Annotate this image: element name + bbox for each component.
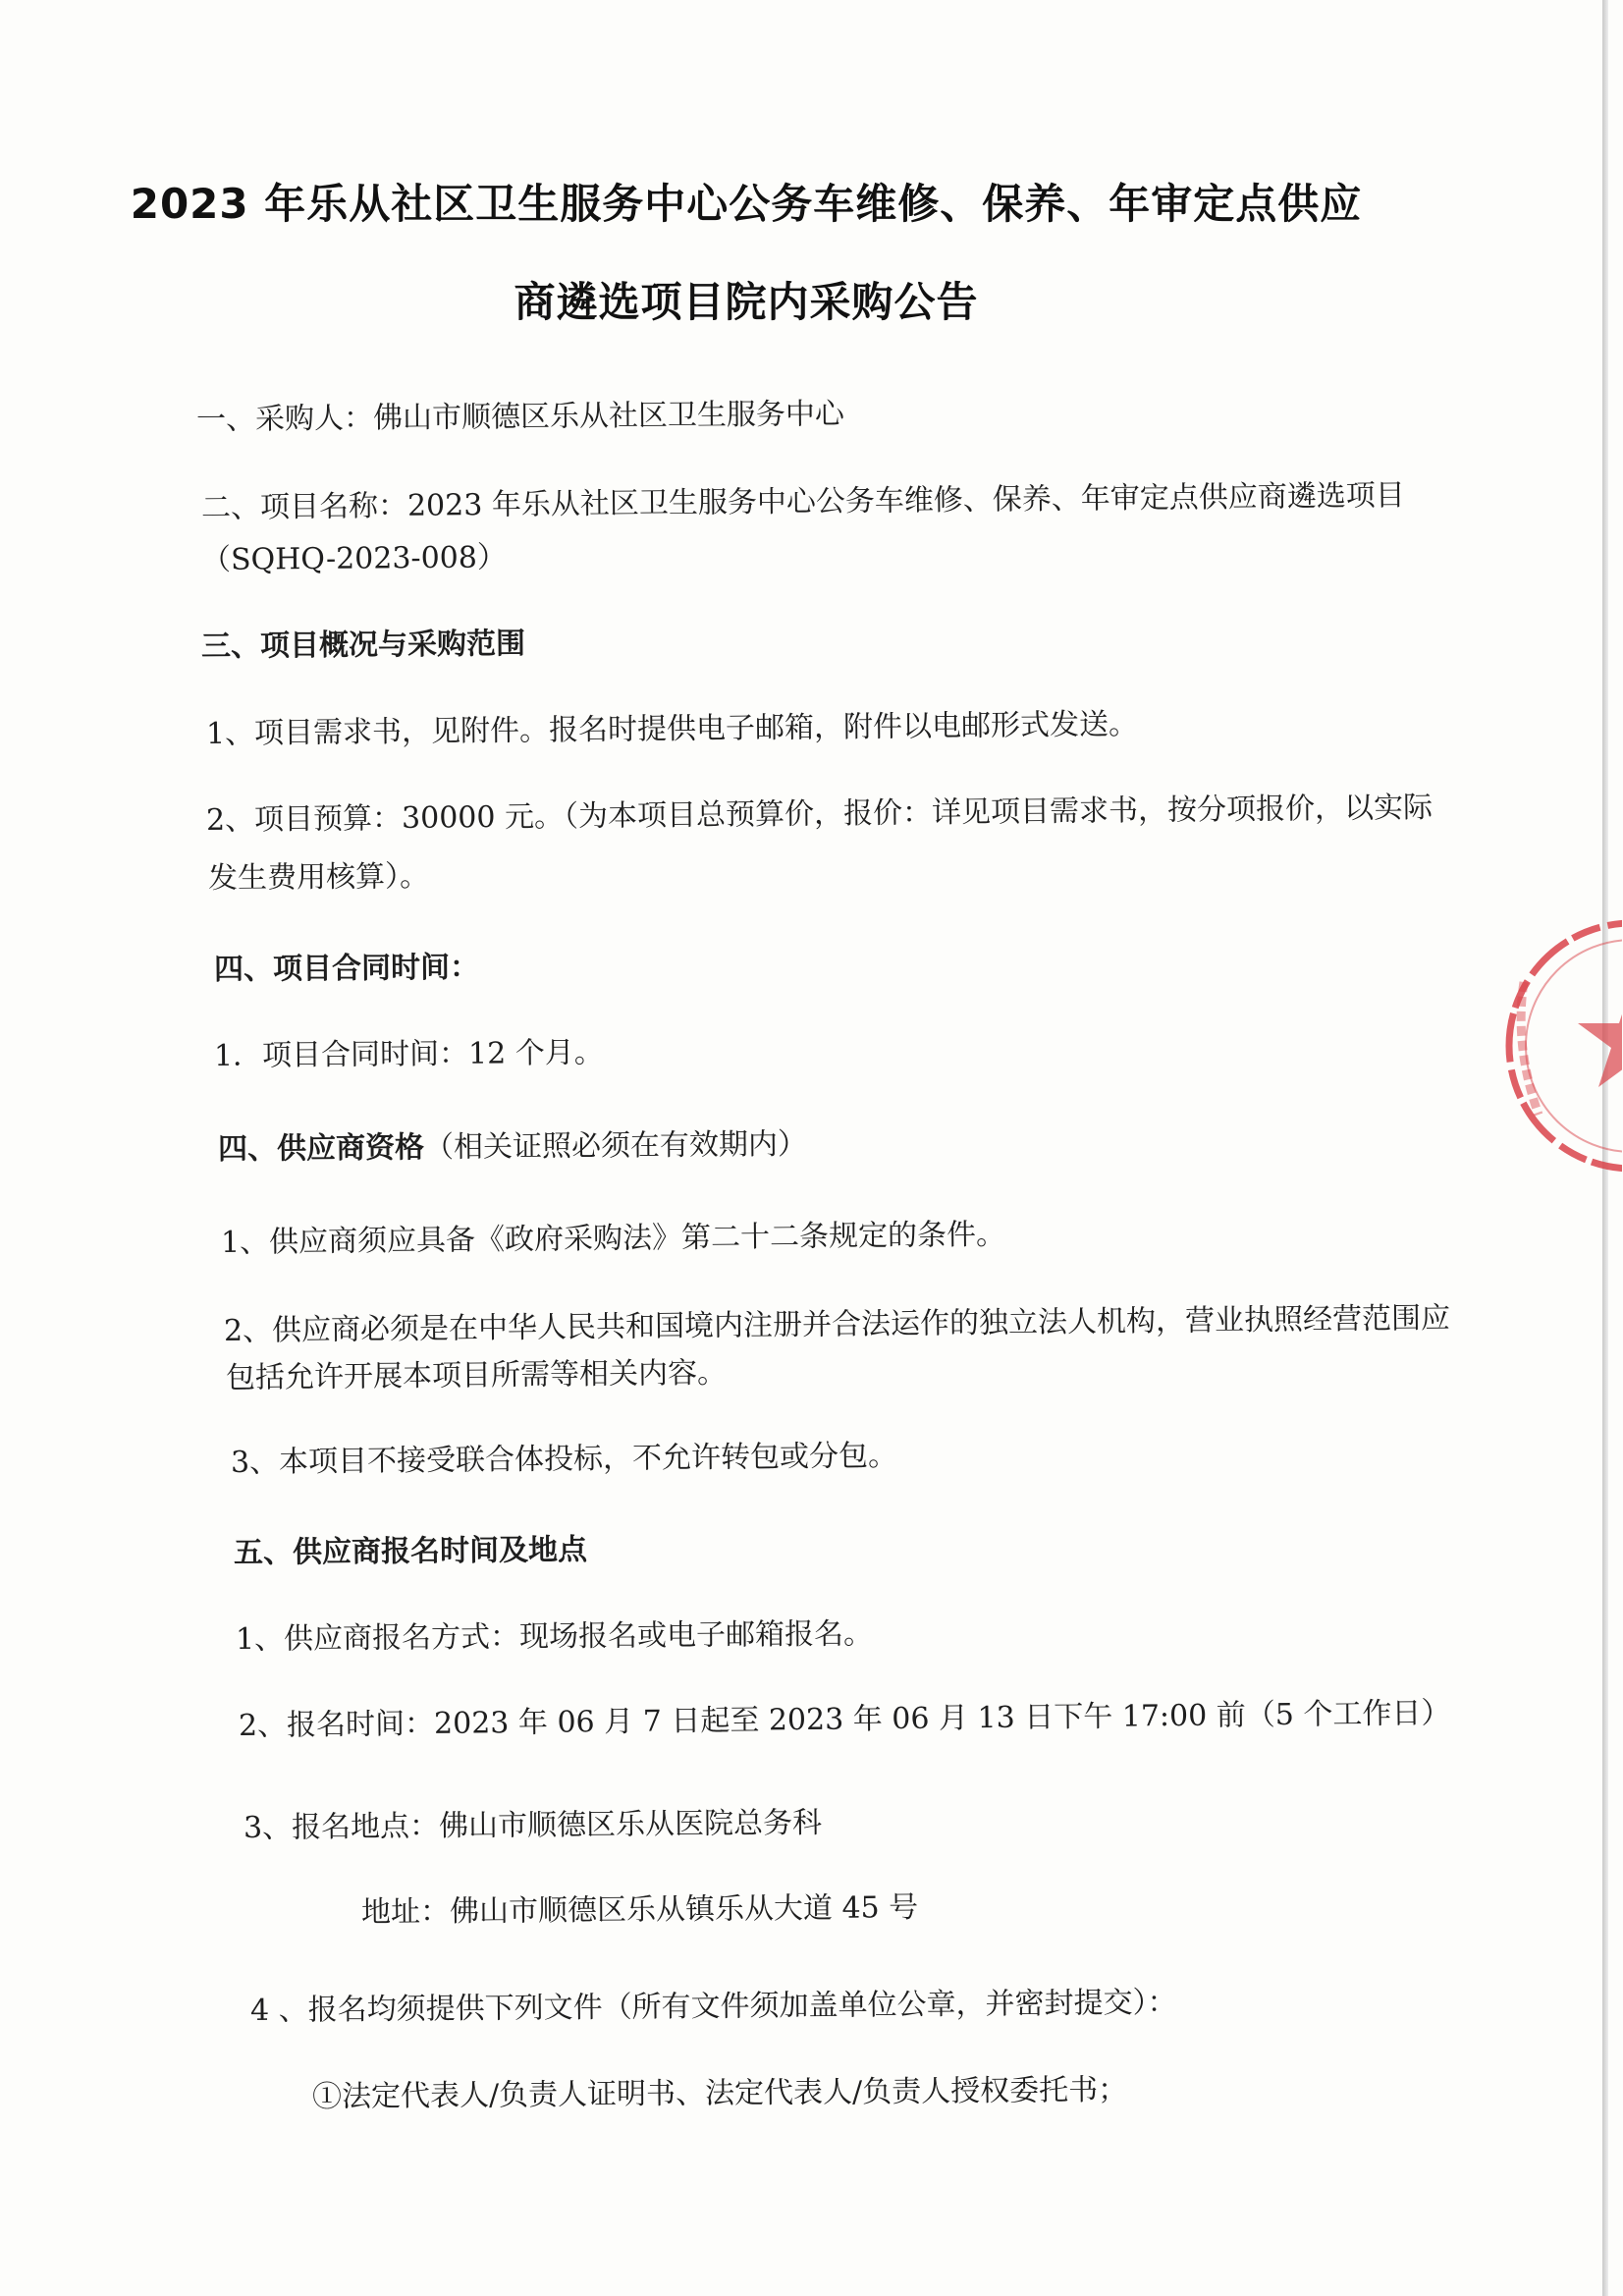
- overview-heading: 三、项目概况与采购范围: [200, 627, 526, 664]
- registration-item-2: 2、报名时间：2023 年 06 月 7 日起至 2023 年 06 月 13 日下午 17:00 前（5 个工作日）: [238, 1696, 1451, 1743]
- seal-stamp-icon: [1485, 913, 1622, 1178]
- project-name-line: 二、项目名称：2023 年乐从社区卫生服务中心公务车维修、保养、年审定点供应商遴选项目: [200, 478, 1406, 525]
- overview-item-1: 1、项目需求书，见附件。报名时提供电子邮箱，附件以电邮形式发送。: [205, 707, 1139, 751]
- registration-heading: 五、供应商报名时间及地点: [233, 1532, 588, 1570]
- official-seal: [1485, 913, 1622, 1182]
- qualification-item-2-line-2: 包括允许开展本项目所需等相关内容。: [225, 1355, 728, 1395]
- registration-item-3: 3、报名地点：佛山市顺德区乐从医院总务科: [243, 1805, 823, 1845]
- document-title-line-2: 商遴选项目院内采购公告: [514, 278, 979, 326]
- registration-item-1: 1、供应商报名方式：现场报名或电子邮箱报名。: [235, 1616, 874, 1657]
- buyer-line: 一、采购人：佛山市顺德区乐从社区卫生服务中心: [195, 397, 845, 437]
- project-code-line: （SQHQ-2023-008）: [200, 540, 508, 577]
- registration-address: 地址：佛山市顺德区乐从镇乐从大道 45 号: [360, 1890, 919, 1930]
- overview-item-2-line-2: 发生费用核算）。: [207, 859, 430, 896]
- qualification-heading: 四、供应商资格: [217, 1130, 425, 1167]
- qualification-heading-line: [218, 1127, 807, 1168]
- qualification-item-2-line-1: 2、供应商必须是在中华人民共和国境内注册并合法运作的独立法人机构，营业执照经营范围应: [223, 1300, 1451, 1348]
- contract-item-1: 1．项目合同时间：12 个月。: [213, 1035, 604, 1073]
- qualification-item-3: 3、本项目不接受联合体投标，不允许转包或分包。: [230, 1438, 898, 1480]
- document-title-line-1: 2023 年乐从社区卫生服务中心公务车维修、保养、年审定点供应: [130, 180, 1363, 228]
- qualification-item-1: 1、供应商须应具备《政府采购法》第二十二条规定的条件。: [220, 1217, 1006, 1260]
- contract-heading: 四、项目合同时间：: [213, 950, 480, 987]
- qualification-note: （相关证照必须在有效期内）: [423, 1126, 808, 1166]
- overview-item-2-line-1: 2、项目预算：30000 元。（为本项目总预算价，报价：详见项目需求书，按分项报价，以实际: [205, 790, 1434, 838]
- registration-item-4: 4 、报名均须提供下列文件（所有文件须加盖单位公章，并密封提交）：: [249, 1985, 1177, 2028]
- registration-doc-1: ①法定代表人/负责人证明书、法定代表人/负责人授权委托书；: [311, 2072, 1128, 2114]
